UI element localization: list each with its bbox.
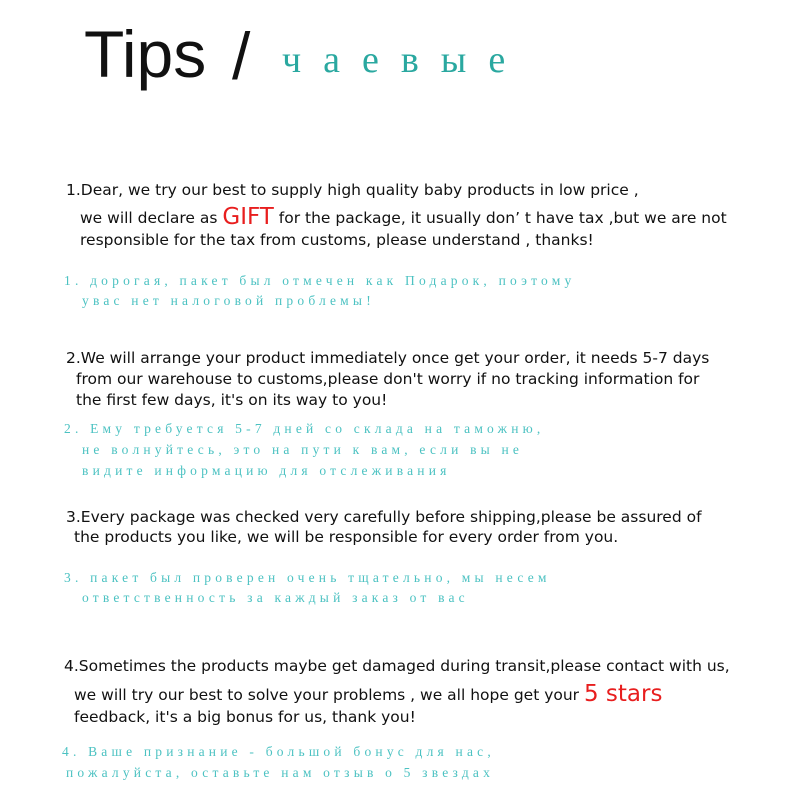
- gift-highlight: GIFT: [222, 204, 274, 230]
- tip-3-russian-line-2: ответственность за каждый заказ от вас: [82, 590, 469, 605]
- text-segment: we will try our best to solve your problems , we all hope get your: [74, 686, 584, 704]
- tip-1-english-line-3: responsible for the tax from customs, please understand , thanks!: [80, 231, 594, 249]
- text-segment: we will declare as: [80, 209, 223, 227]
- tip-4-english-line-3: feedback, it's a big bonus for us, thank you!: [74, 708, 416, 726]
- tip-2-english-line-2: from our warehouse to customs,please don't worry if no tracking information for: [76, 370, 700, 388]
- tip-2-russian-line-1: 2. Ему требуется 5-7 дней со склада на таможню,: [64, 421, 545, 436]
- tip-2-russian-line-2: не волнуйтесь, это на пути к вам, если вы не: [82, 442, 524, 457]
- tip-3-russian-line-1: 3. пакет был проверен очень тщательно, мы несем: [64, 570, 551, 585]
- tip-1-english-line-1: 1.Dear, we try our best to supply high quality baby products in low price ,: [66, 181, 639, 199]
- tip-3-english-line-1: 3.Every package was checked very carefully before shipping,please be assured of: [66, 508, 702, 526]
- tip-1-russian-line-2: увас нет налоговой проблемы!: [82, 293, 375, 308]
- tip-1-russian-line-1: 1. дорогая, пакет был отмечен как Подарок, поэтому: [64, 273, 576, 288]
- tip-2-russian-line-3: видите информацию для отслеживания: [82, 463, 451, 478]
- tip-4-english-line-2: [74, 682, 662, 707]
- page-title-russian: чаевые: [282, 39, 528, 81]
- tip-2-english-line-3: the first few days, it's on its way to you!: [76, 391, 388, 409]
- tip-3-english-line-2: the products you like, we will be responsible for every order from you.: [74, 528, 619, 546]
- text-segment: for the package, it usually don’ t have tax ,but we are not: [273, 209, 727, 227]
- title-slash: /: [232, 19, 251, 93]
- stars-highlight: 5 stars: [583, 681, 663, 707]
- tip-4-english-line-1: 4.Sometimes the products maybe get damaged during transit,please contact with us,: [64, 657, 730, 675]
- tip-4-russian-line-2: пожалуйста, оставьте нам отзыв о 5 звездах: [66, 765, 495, 780]
- tip-4-russian-line-1: 4. Ваше признание - большой бонус для нас,: [62, 744, 495, 759]
- page-title: Tips: [84, 17, 207, 91]
- tip-1-english-line-2: [80, 205, 727, 230]
- tip-2-english-line-1: 2.We will arrange your product immediately once get your order, it needs 5-7 days: [66, 349, 710, 367]
